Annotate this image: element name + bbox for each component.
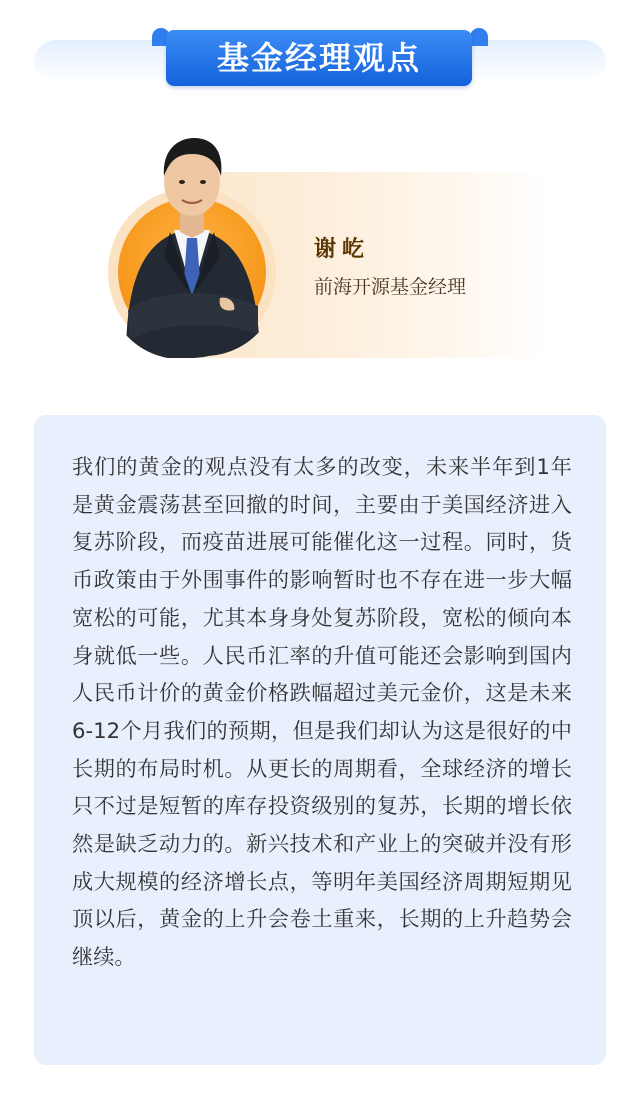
header-ear-right bbox=[470, 28, 488, 46]
person-portrait-icon bbox=[108, 120, 278, 358]
opinion-card bbox=[34, 415, 606, 1065]
manager-title: 前海开源基金经理 bbox=[314, 276, 467, 298]
section-title: 基金经理观点 bbox=[166, 30, 472, 86]
opinion-text: 我们的黄金的观点没有太多的改变，未来半年到1年是黄金震荡甚至回撤的时间，主要由于美国经济进入复苏阶段，而疫苗进展可能催化这一过程。同时，货币政策由于外围事件的影响暂时也不存在进一步大幅宽松的可能，尤其本身身处复苏阶段，宽松的倾向本身就低一些。人民币汇率的升值可能还会影响到国内人民币计价的黄金价格跌幅超过美元金价，这是未来6-12个月我们的预期，但是我们却认为这是很好的中长期的布局时机。从更长的周期看，全球经济的增长只不过是短暂的库存投资级别的复苏，长期的增长依然是缺乏动力的。新兴技术和产业上的突破并没有形成大规模的经济增长点，等明年美国经济周期短期见顶以后，黄金的上升会卷土重来，长期的上升趋势会继续。 bbox=[72, 454, 572, 970]
manager-name: 谢屹 bbox=[314, 237, 371, 262]
